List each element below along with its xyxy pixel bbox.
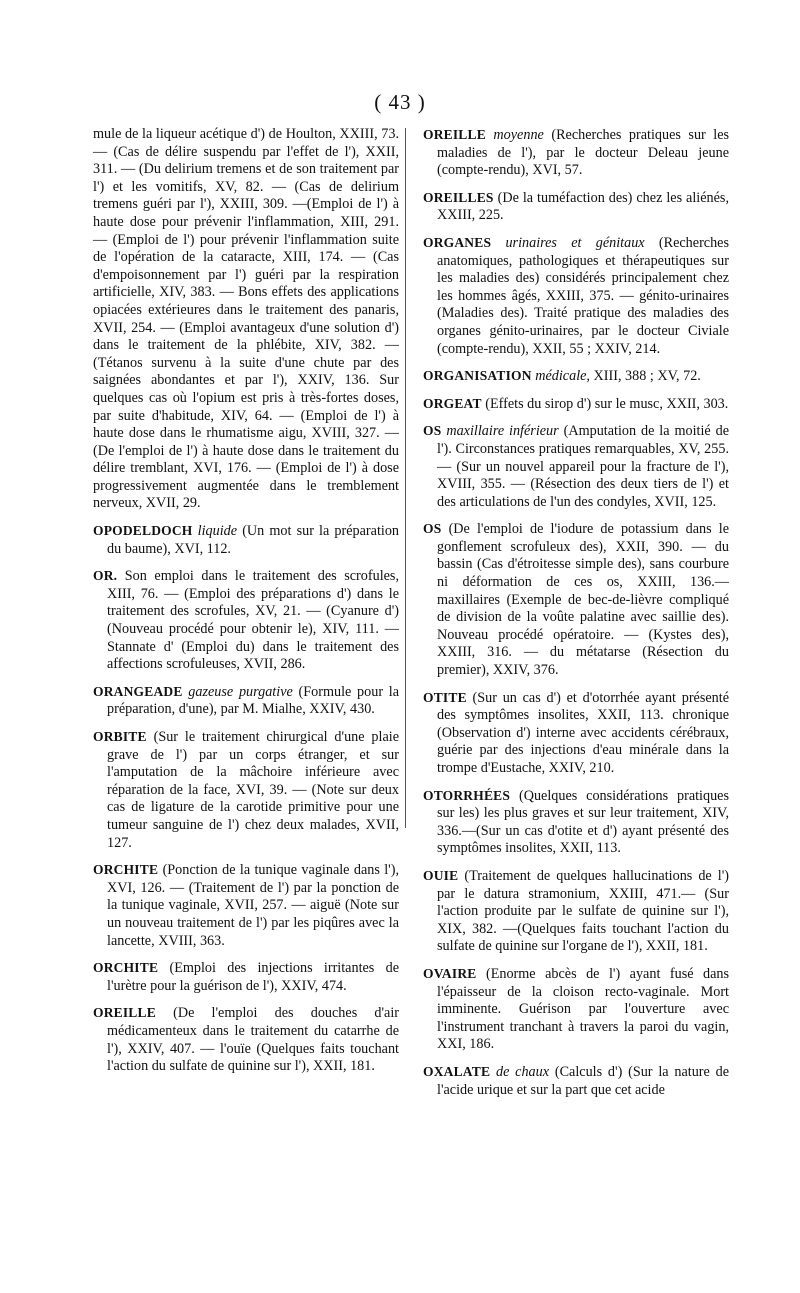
left-column [93, 126, 399, 1085]
entry-text: (Recherches anatomiques, pathologiques et thérapeutiques sur les maladies des) considérés principalement chez les hommes âgés, XXIII, 375. — génito-urinaires (Maladies des). Traité pratique des maladies des organes génito-urinaires, par le docteur Civiale (compte-rendu), XXII, 55 ; XXIV, 214. [437, 234, 729, 357]
entry-headword: OTORRHÉES [423, 787, 511, 803]
entry-qualifier: urinaires et génitaux [505, 234, 645, 251]
column-divider [405, 128, 406, 828]
index-entry [423, 965, 729, 1054]
index-entry [423, 126, 729, 180]
entry-qualifier: de chaux [495, 1063, 550, 1080]
page-number: ( 43 ) [374, 90, 426, 114]
index-entry [423, 189, 729, 225]
entry-text: (Sur un cas d') et d'otorrhée ayant présenté des symptômes insolites, XXII, 113. chronique (Observation d') interne avec accidents cérébraux, guérie par des injections d'eau minérale dans la trompe d'Eustache, XXIV, 210. [437, 689, 729, 776]
right-column [423, 126, 729, 1108]
entry-headword: OTITE [423, 689, 467, 705]
index-entry [423, 395, 729, 414]
entry-text: (Traitement de quelques hallucinations de l') par le datura stramonium, XXIII, 471.— (Sur l'action produite par le sulfate de quinine sur l'), XIX, 382. —(Quelques faits touchant l'action du sulfate de quinine sur l'organe de l'), XXII, 181. [437, 867, 729, 955]
index-entry [93, 959, 399, 995]
entry-headword: OREILLE [93, 1005, 156, 1021]
entry-headword: ORANGEADE [93, 683, 183, 699]
entry-qualifier: maxillaire inférieur [446, 423, 559, 440]
entry-text: (De la tuméfaction des) chez les aliénés, XXIII, 225. [437, 189, 729, 224]
entry-headword: ORGANES [423, 234, 492, 250]
entry-text: (Sur le traitement chirurgical d'une plaie grave de l') par un corps étranger, et sur l'amputation de la mâchoire inférieure avec réparation de la face, XVI, 39. — (Note sur deux cas de ligature de la carotide primitive pour une tumeur sanguine de l') chez deux malades, XVII, 127. [107, 729, 399, 851]
index-entry [423, 367, 729, 386]
index-entry [93, 728, 399, 852]
entry-qualifier: moyenne [493, 127, 544, 143]
index-entry [423, 520, 729, 679]
entry-headword: OVAIRE [423, 965, 477, 981]
entry-headword: ORCHITE [93, 960, 159, 976]
entry-headword: OS [423, 423, 442, 439]
entry-headword: OREILLES [423, 189, 494, 205]
entry-headword: OUIE [423, 867, 459, 883]
entry-text: (Ponction de la tunique vaginale dans l'), XVI, 126. — (Traitement de l') par la ponction de la tunique vaginale, XVII, 257. — aiguë (Note sur un nouveau traitement de l') par les piqûres avec la lancette, XVIII, 363. [107, 862, 400, 949]
entry-text: (De l'emploi de l'iodure de potassium dans le gonflement scrofuleux des), XXII, 390. — du bassin (Cas d'étroitesse simple des), sans courbure ni déformation de ces os, XXIII, 136.— maxillaires (Exemple de bec-de-lièvre compliqué de division de la voûte palatine avec saillie des). Nouveau procédé opératoire. — (Kystes des), XXIII, 316. — du métatarse (Résection du premier), XXIV, 376. [437, 521, 729, 679]
entry-qualifier: médicale, [535, 368, 590, 385]
index-entry [423, 422, 729, 511]
entry-headword: OS [423, 521, 442, 537]
entry-text: (Recherches pratiques sur les maladies de l'), par le docteur Deleau jeune (compte-rendu), XVI, 57. [437, 127, 730, 179]
entry-headword: OREILLE [423, 127, 486, 142]
entry-text: (Amputation de la moitié de l'). Circonstances pratiques remarquables, XV, 255. — (Sur un nouvel appareil pour la fracture de l'), XVIII, 355. — (Résection des deux tiers de l') et des articulations de l'un des condyles, XVII, 125. [437, 423, 729, 510]
index-entry [93, 861, 399, 950]
entry-qualifier: gazeuse purgative [188, 683, 293, 700]
entry-text: (Effets du sirop d') sur le musc, XXII, 303. [485, 395, 729, 412]
index-entry [423, 787, 729, 858]
index-entry [423, 689, 729, 778]
index-entry [423, 234, 729, 358]
entry-text: Son emploi dans le traitement des scrofules, XIII, 76. — (Emploi des préparations d') dans le traitement des scrofules, XV, 21. — (Cyanure d') (Nouveau procédé pour obtenir le), XIV, 111. — Stannate d' (Emploi du) dans le traitement des affections scrofuleuses, XVII, 286. [107, 568, 400, 673]
index-entry [423, 867, 729, 956]
entry-text: mule de la liqueur acétique d') de Houlton, XXIII, 73. — (Cas de délire suspendu par l'effet de l'), XXII, 311. — (Du delirium tremens et de son traitement par l') et les vomitifs, XV, 82. — (Cas de delirium tremens guéri par l'), XXIII, 309. —(Emploi de l') à haute dose pour prévenir l'inflammation, XIII, 291. — (Emploi de l') pour prévenir l'inflammation suite de l'opération de la cataracte, XIII, 174. — (Cas d'empoisonnement par l') guéri par la respiration artificielle, XIV, 383. — Bons effets des applications opiacées extérieures dans le traitement des panaris, XVII, 254. — (Emploi avantageux d'une solution d') dans le traitement de la phlébite, XIV, 382. — (Tétanos survenu à la suite d'une chute par des saignées abondantes et par l'), XXIV, 136. Sur quelques cas où l'opium est pris à très-fortes doses, par suite d'habitude, XIV, 64. — (Emploi de l') à haute dose dans le rhumatisme aigu, XVIII, 327. — (De l'emploi de l') à haute dose dans le traitement du délire tremblant, XVI, 176. — (Emploi de l') à dose progressivement augmentée dans le tremblement nerveux, XVII, 29. [93, 126, 399, 512]
entry-qualifier: liquide [197, 523, 238, 540]
entry-headword: OXALATE [423, 1063, 491, 1079]
entry-headword: ORCHITE [93, 862, 159, 878]
entry-text: (Calculs d') (Sur la nature de l'acide urique et sur la part que cet acide [437, 1063, 729, 1098]
entry-headword: ORBITE [93, 729, 147, 744]
entry-text: (Formule pour la préparation, d'une), par M. Mialhe, XXIV, 430. [107, 683, 400, 718]
entry-headword: ORGANISATION [423, 368, 532, 384]
entry-text: XIII, 388 ; XV, 72. [593, 368, 701, 385]
entry-text: (De l'emploi des douches d'air médicamenteux dans le traitement du catarrhe de l'), XXIV, 407. — l'ouïe (Quelques faits touchant l'action du sulfate de quinine sur l'), XXII, 181. [107, 1005, 400, 1075]
entry-text: (Emploi des injections irritantes de l'urètre pour la guérison de l'), XXIV, 474. [107, 960, 400, 994]
entry-text: (Enorme abcès de l') ayant fusé dans l'épaisseur de la cloison recto-vaginale. Mort imminente. Guérison par l'ouverture avec l'instrument tranchant à travers la paroi du vagin, XXI, 186. [437, 965, 730, 1053]
entry-headword: OR. [93, 568, 118, 584]
index-entry [93, 567, 399, 674]
entry-text: (Quelques considérations pratiques sur les) les plus graves et sur leur traitement, XIV, 336.—(Sur un cas d'otite et d') ayant présenté des symptômes insolites, XXII, 113. [437, 787, 730, 857]
index-entry [93, 126, 399, 513]
index-entry [93, 683, 399, 719]
entry-headword: OPODELDOCH [93, 523, 193, 539]
entry-headword: ORGEAT [423, 395, 482, 411]
index-entry [93, 1004, 399, 1075]
index-entry [93, 522, 399, 558]
index-entry [423, 1063, 729, 1099]
entry-text: (Un mot sur la préparation du baume), XVI, 112. [107, 523, 400, 557]
